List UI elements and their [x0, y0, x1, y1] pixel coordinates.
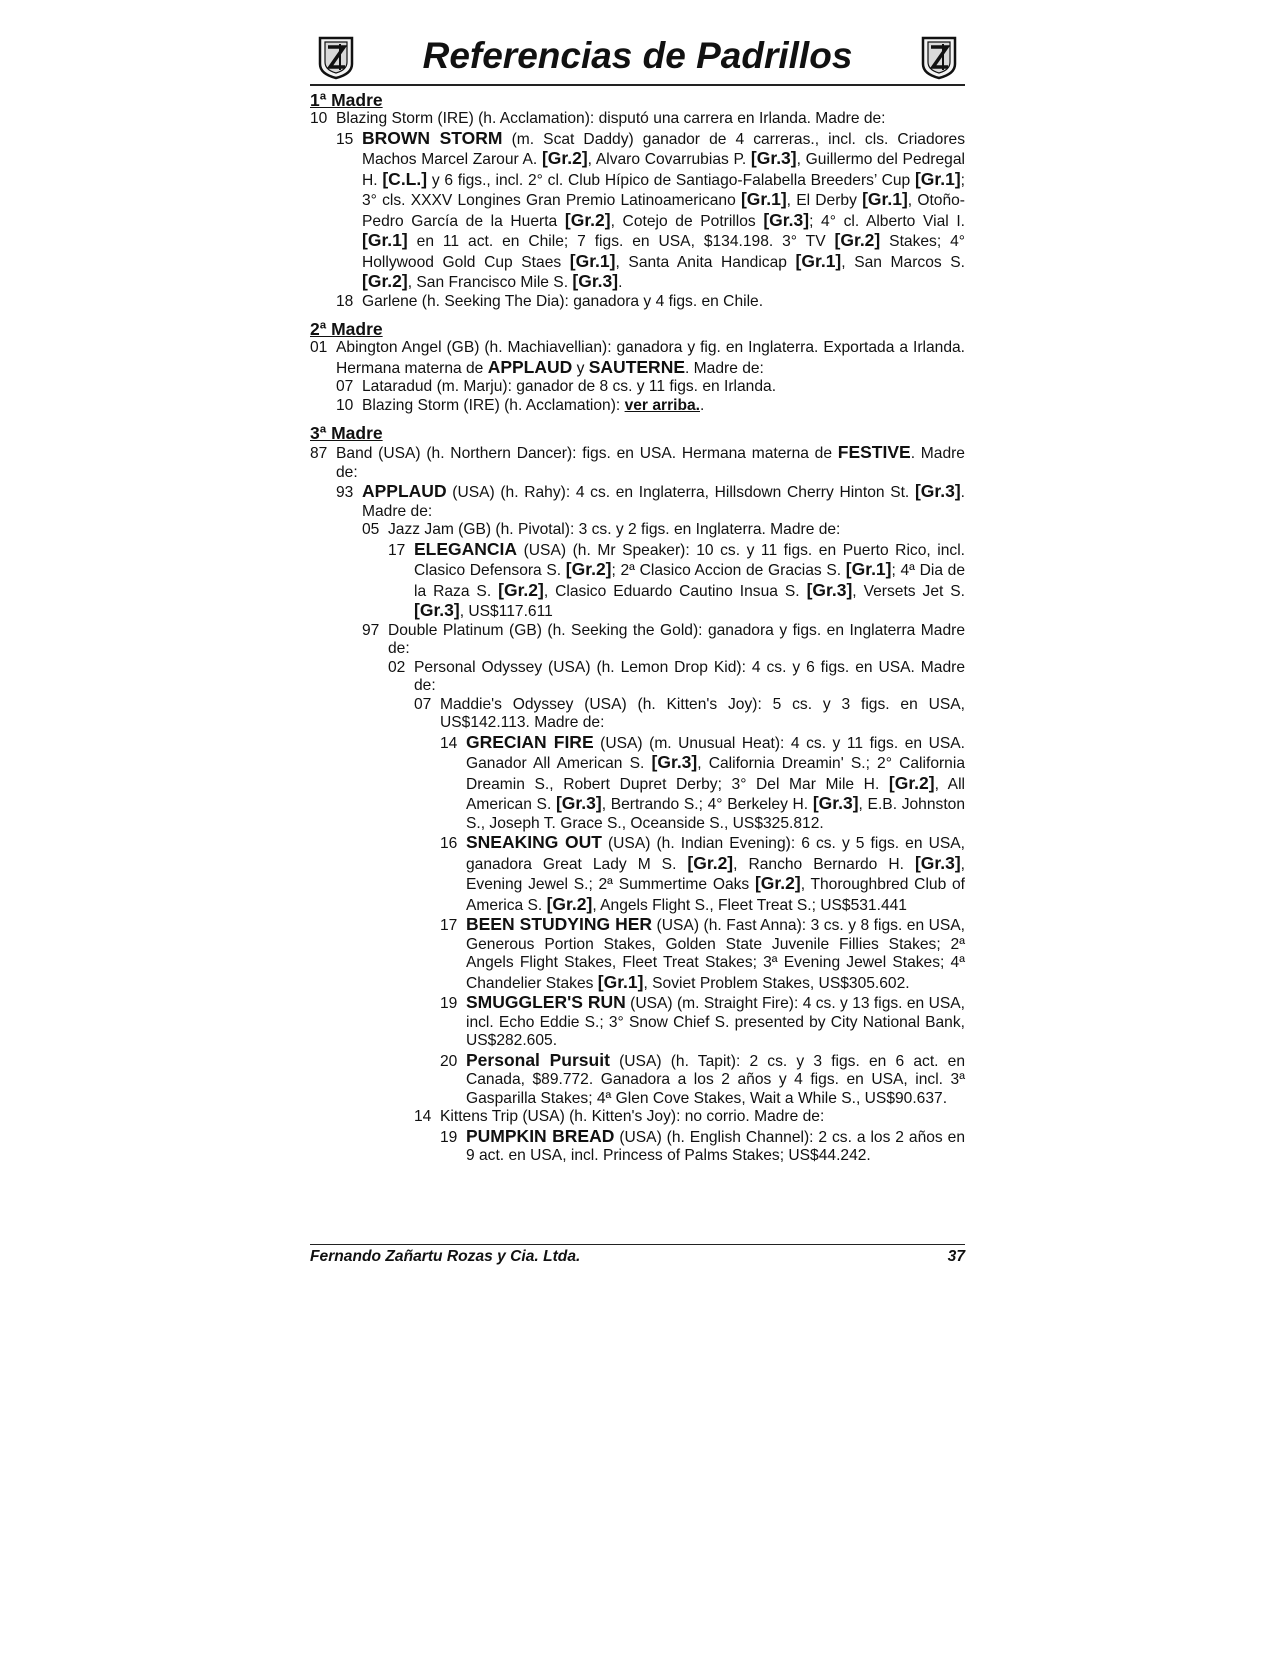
footer-company: Fernando Zañartu Rozas y Cia. Ltda. [310, 1248, 581, 1265]
horse-name: FESTIVE [837, 442, 911, 462]
entry-year: 16 [440, 835, 458, 852]
grade-badge: [Gr.1] [740, 189, 787, 209]
entry-year: 19 [440, 1128, 458, 1146]
horse-name: SMUGGLER'S RUN [466, 992, 626, 1012]
entry-year: 19 [440, 995, 458, 1012]
pedigree-content [310, 90, 965, 1166]
entry-fragment: . [700, 396, 705, 414]
entry-text [466, 915, 965, 993]
entry-fragment: y [572, 359, 589, 377]
entry-fragment: , Versets Jet S. [852, 582, 966, 600]
grade-badge: [Gr.2] [834, 230, 881, 250]
zr-monogram-shield-icon [314, 34, 358, 80]
pedigree-section [310, 90, 965, 311]
entry-fragment: (USA) (h. Mr Speaker): 10 cs. y 11 figs. en Puerto Rico, incl. Clasico Defensora S. [414, 541, 965, 579]
entry-fragment: ; 4° cl. Alberto Vial I. [809, 212, 965, 230]
entry-text [414, 540, 965, 622]
entry-fragment: (USA) (h. Tapit): 2 cs. y 3 figs. en 6 act. en Canada, $89.772. Ganadora a los 2 años y 4 figs. en USA, incl. 3ª Gasparilla Stakes; 4ª Glen Cove Stakes, Wait a While S., US$90.637. [466, 1052, 965, 1107]
entry-fragment: Double Platinum (GB) (h. Seeking the Gold): ganadora y figs. en Inglaterra Madre de: [388, 621, 965, 657]
entry-fragment: , Rancho Bernardo H. [733, 855, 915, 873]
entry-text [440, 696, 965, 733]
entry-fragment: , US$117.611 [459, 603, 553, 620]
entry-fragment: , All American S. [466, 775, 965, 813]
page-title: Referencias de Padrillos [422, 35, 853, 76]
grade-badge: [Gr.2] [888, 772, 935, 793]
horse-name: PUMPKIN BREAD [466, 1125, 615, 1146]
grade-badge: [Gr.2] [498, 579, 544, 600]
entry-year: 10 [336, 396, 354, 414]
page [310, 28, 965, 1174]
entry-text [336, 339, 965, 378]
grade-badge: [Gr.2] [546, 893, 593, 914]
entry-text [362, 129, 965, 293]
entry-year: 07 [336, 378, 354, 395]
pedigree-entry [414, 1108, 965, 1127]
entry-fragment: , Guillermo del Pedregal H. [362, 151, 965, 189]
grade-badge: [Gr.1] [862, 189, 908, 209]
entry-fragment: . Madre de: [685, 359, 764, 377]
entry-year: 97 [362, 621, 380, 639]
entry-fragment: , Angels Flight S., Fleet Treat S.; US$531.441 [592, 896, 907, 914]
entry-year: 20 [440, 1052, 458, 1070]
entry-fragment: , Soviet Problem Stakes, US$305.602. [643, 974, 910, 992]
entry-text [388, 521, 965, 540]
pedigree-entry [310, 443, 965, 482]
grade-badge: [Gr.3] [914, 852, 961, 873]
entry-text [336, 443, 965, 482]
pedigree-entry [336, 482, 965, 521]
entry-fragment: ; 4ª Dia de la Raza S. [414, 562, 965, 600]
entry-year: 18 [336, 292, 354, 310]
entry-fragment: Blazing Storm (IRE) (h. Acclamation): [362, 396, 625, 414]
pedigree-section [310, 319, 965, 415]
entry-fragment: , Evening Jewel S.; 2ª Summertime Oaks [466, 855, 966, 893]
pedigree-entry [310, 110, 965, 129]
entry-fragment: , Santa Anita Handicap [615, 253, 796, 271]
grade-badge: [Gr.1] [914, 168, 961, 189]
grade-badge: [Gr.3] [555, 793, 602, 813]
entry-text [388, 622, 965, 659]
entry-year: 93 [336, 484, 354, 501]
section-heading: 3ª Madre [310, 423, 383, 443]
pedigree-entry [440, 915, 965, 993]
pedigree-entry [440, 833, 965, 915]
pedigree-sections [310, 90, 965, 1166]
entry-year: 14 [414, 1108, 432, 1125]
entry-fragment: (USA) (h. Indian Evening): 6 cs. y 5 figs. en USA, ganadora Great Lady M S. [466, 835, 965, 873]
entry-fragment: . [618, 274, 623, 291]
grade-badge: [Gr.1] [569, 250, 616, 271]
entry-fragment: Blazing Storm (IRE) (h. Acclamation): disputó una carrera en Irlanda. Madre de: [336, 110, 886, 127]
pedigree-entry [336, 129, 965, 293]
grade-badge: [Gr.3] [812, 793, 859, 813]
horse-name: GRECIAN FIRE [466, 731, 594, 752]
entry-fragment: ; 3° cls. XXXV Longines Gran Premio Latinoamericano [362, 171, 965, 209]
entry-year: 15 [336, 130, 354, 148]
entry-fragment: Band (USA) (h. Northern Dancer): figs. en USA. Hermana materna de [336, 445, 838, 462]
entry-fragment: , Bertrando S.; 4° Berkeley H. [601, 796, 813, 813]
entry-year: 02 [388, 658, 406, 676]
grade-badge: [Gr.3] [763, 209, 810, 230]
page-header [310, 28, 965, 86]
pedigree-entry [336, 397, 965, 416]
entry-fragment: . Madre de: [362, 484, 965, 520]
grade-badge: [C.L.] [382, 168, 428, 189]
entry-fragment: Abington Angel (GB) (h. Machiavellian): ganadora y fig. en Inglaterra. Exportada a Irlanda. Hermana materna de [336, 339, 965, 377]
zr-monogram-shield-icon [917, 34, 961, 80]
pedigree-entry [440, 1127, 965, 1166]
entry-text [362, 378, 965, 397]
entry-year: 14 [440, 734, 458, 752]
entry-fragment: Jazz Jam (GB) (h. Pivotal): 3 cs. y 2 figs. en Inglaterra. Madre de: [388, 521, 841, 538]
section-heading: 2ª Madre [310, 319, 383, 339]
entry-text [466, 1051, 965, 1109]
grade-badge: [Gr.2] [565, 559, 612, 579]
pedigree-entry [414, 696, 965, 733]
entry-text [362, 293, 965, 312]
entry-year: 10 [310, 110, 328, 127]
entry-fragment: (m. Scat Daddy) ganador de 4 carreras., incl. cls. Criadores Machos Marcel Zarour A. [362, 130, 965, 168]
entry-text [362, 397, 965, 416]
entry-fragment: , E.B. Johnston S., Joseph T. Grace S., Oceanside S., US$325.812. [466, 796, 965, 832]
horse-name: Personal Pursuit [466, 1049, 610, 1070]
entry-fragment: (USA) (h. Rahy): 4 cs. en Inglaterra, Hillsdown Cherry Hinton St. [446, 484, 915, 501]
entry-fragment: Stakes; 4° Hollywood Gold Cup Staes [362, 233, 966, 271]
entry-year: 01 [310, 339, 328, 356]
pedigree-entry [310, 339, 965, 378]
pedigree-entry [440, 733, 965, 834]
pedigree-entry [362, 521, 965, 540]
entry-year: 17 [388, 541, 406, 559]
entry-fragment: , El Derby [786, 192, 863, 209]
entry-text [466, 733, 965, 834]
pedigree-entry [440, 993, 965, 1051]
horse-name: SAUTERNE [588, 356, 686, 377]
grade-badge: [Gr.3] [914, 481, 961, 501]
pedigree-entry [336, 293, 965, 312]
entry-fragment: en 11 act. en Chile; 7 figs. en USA, $134.198. 3° TV [407, 233, 835, 250]
pedigree-section [310, 423, 965, 1166]
pedigree-entry [336, 378, 965, 397]
entry-fragment: ; 2ª Clasico Accion de Gracias S. [611, 562, 846, 579]
entry-fragment: y 6 figs., incl. 2° cl. Club Hípico de Santiago-Falabella Breeders’ Cup [427, 171, 915, 189]
entry-fragment: , California Dreamin' S.; 2° California Dreamin S., Robert Dupret Derby; 3° Del Mar Mile H. [466, 755, 965, 793]
grade-badge: [Gr.2] [564, 209, 611, 230]
entry-fragment: , Thoroughbred Club of America S. [466, 876, 966, 914]
entry-text [466, 1127, 965, 1166]
pedigree-entry [388, 540, 965, 622]
grade-badge: [Gr.3] [572, 271, 619, 291]
entry-year: 07 [414, 695, 432, 713]
grade-badge: [Gr.3] [651, 752, 698, 772]
grade-badge: [Gr.1] [362, 230, 408, 250]
grade-badge: [Gr.2] [362, 271, 408, 291]
grade-badge: [Gr.2] [541, 148, 588, 168]
grade-badge: [Gr.1] [845, 559, 892, 579]
entry-text [440, 1108, 965, 1127]
entry-fragment: Lataradud (m. Marju): ganador de 8 cs. y 11 figs. en Irlanda. [362, 378, 777, 395]
entry-fragment: , Alvaro Covarrubias P. [587, 151, 751, 168]
pedigree-entry [388, 659, 965, 696]
entry-fragment: Maddie's Odyssey (USA) (h. Kitten's Joy): 5 cs. y 3 figs. en USA, US$142.113. Madre de: [440, 695, 965, 731]
entry-fragment: Garlene (h. Seeking The Dia): ganadora y 4 figs. en Chile. [362, 292, 764, 310]
grade-badge: [Gr.3] [414, 600, 460, 620]
page-footer [310, 1244, 965, 1266]
entry-fragment: Personal Odyssey (USA) (h. Lemon Drop Kid): 4 cs. y 6 figs. en USA. Madre de: [414, 658, 965, 694]
entry-fragment: , Otoño-Pedro García de la Huerta [362, 192, 965, 230]
grade-badge: [Gr.1] [597, 971, 644, 992]
horse-name: ELEGANCIA [414, 538, 518, 559]
horse-name: BROWN STORM [362, 127, 503, 148]
pedigree-entry [362, 622, 965, 659]
entry-text [336, 110, 965, 129]
grade-badge: [Gr.3] [750, 148, 797, 168]
footer-page-number: 37 [947, 1248, 965, 1265]
horse-name: APPLAUD [487, 356, 573, 377]
entry-fragment: Kittens Trip (USA) (h. Kitten's Joy): no corrio. Madre de: [440, 1108, 825, 1125]
grade-badge: [Gr.3] [806, 579, 853, 600]
horse-name: BEEN STUDYING HER [466, 914, 653, 934]
horse-name: SNEAKING OUT [466, 832, 602, 852]
entry-year: 87 [310, 445, 328, 462]
entry-fragment: , San Francisco Mile S. [407, 274, 573, 291]
entry-year: 17 [440, 917, 458, 934]
entry-fragment: . Madre de: [336, 445, 965, 481]
entry-fragment: , Clasico Eduardo Cautino Insua S. [543, 582, 807, 600]
entry-fragment: , Cotejo de Potrillos [610, 212, 764, 230]
entry-text [362, 482, 965, 521]
entry-text [466, 833, 965, 915]
grade-badge: [Gr.1] [795, 250, 842, 271]
entry-text [466, 993, 965, 1051]
entry-fragment: (USA) (h. English Channel): 2 cs. a los 2 años en 9 act. en USA, incl. Princess of Palms Stakes; US$44.242. [466, 1128, 965, 1164]
grade-badge: [Gr.2] [754, 873, 801, 893]
pedigree-entry [440, 1051, 965, 1109]
grade-badge: [Gr.2] [687, 852, 734, 873]
entry-fragment: (USA) (m. Straight Fire): 4 cs. y 13 figs. en USA, incl. Echo Eddie S.; 3° Snow Chief S. presented by City National Bank, US$282.605. [466, 995, 965, 1049]
entry-fragment: , San Marcos S. [841, 253, 965, 271]
entry-year: 05 [362, 521, 380, 538]
entry-text [414, 659, 965, 696]
horse-name: APPLAUD [362, 481, 447, 501]
entry-fragment: (USA) (m. Unusual Heat): 4 cs. y 11 figs. en USA. Ganador All American S. [466, 734, 965, 772]
entry-fragment: (USA) (h. Fast Anna): 3 cs. y 8 figs. en USA, Generous Portion Stakes, Golden State Juvenile Fillies Stakes; 2ª Angels Flight Stakes, Fleet Treat Stakes; 3ª Evening Jewel Stakes; 4ª Chandelier Stakes [466, 917, 966, 992]
section-heading: 1ª Madre [310, 90, 383, 110]
cross-reference-link[interactable]: ver arriba. [624, 396, 700, 414]
